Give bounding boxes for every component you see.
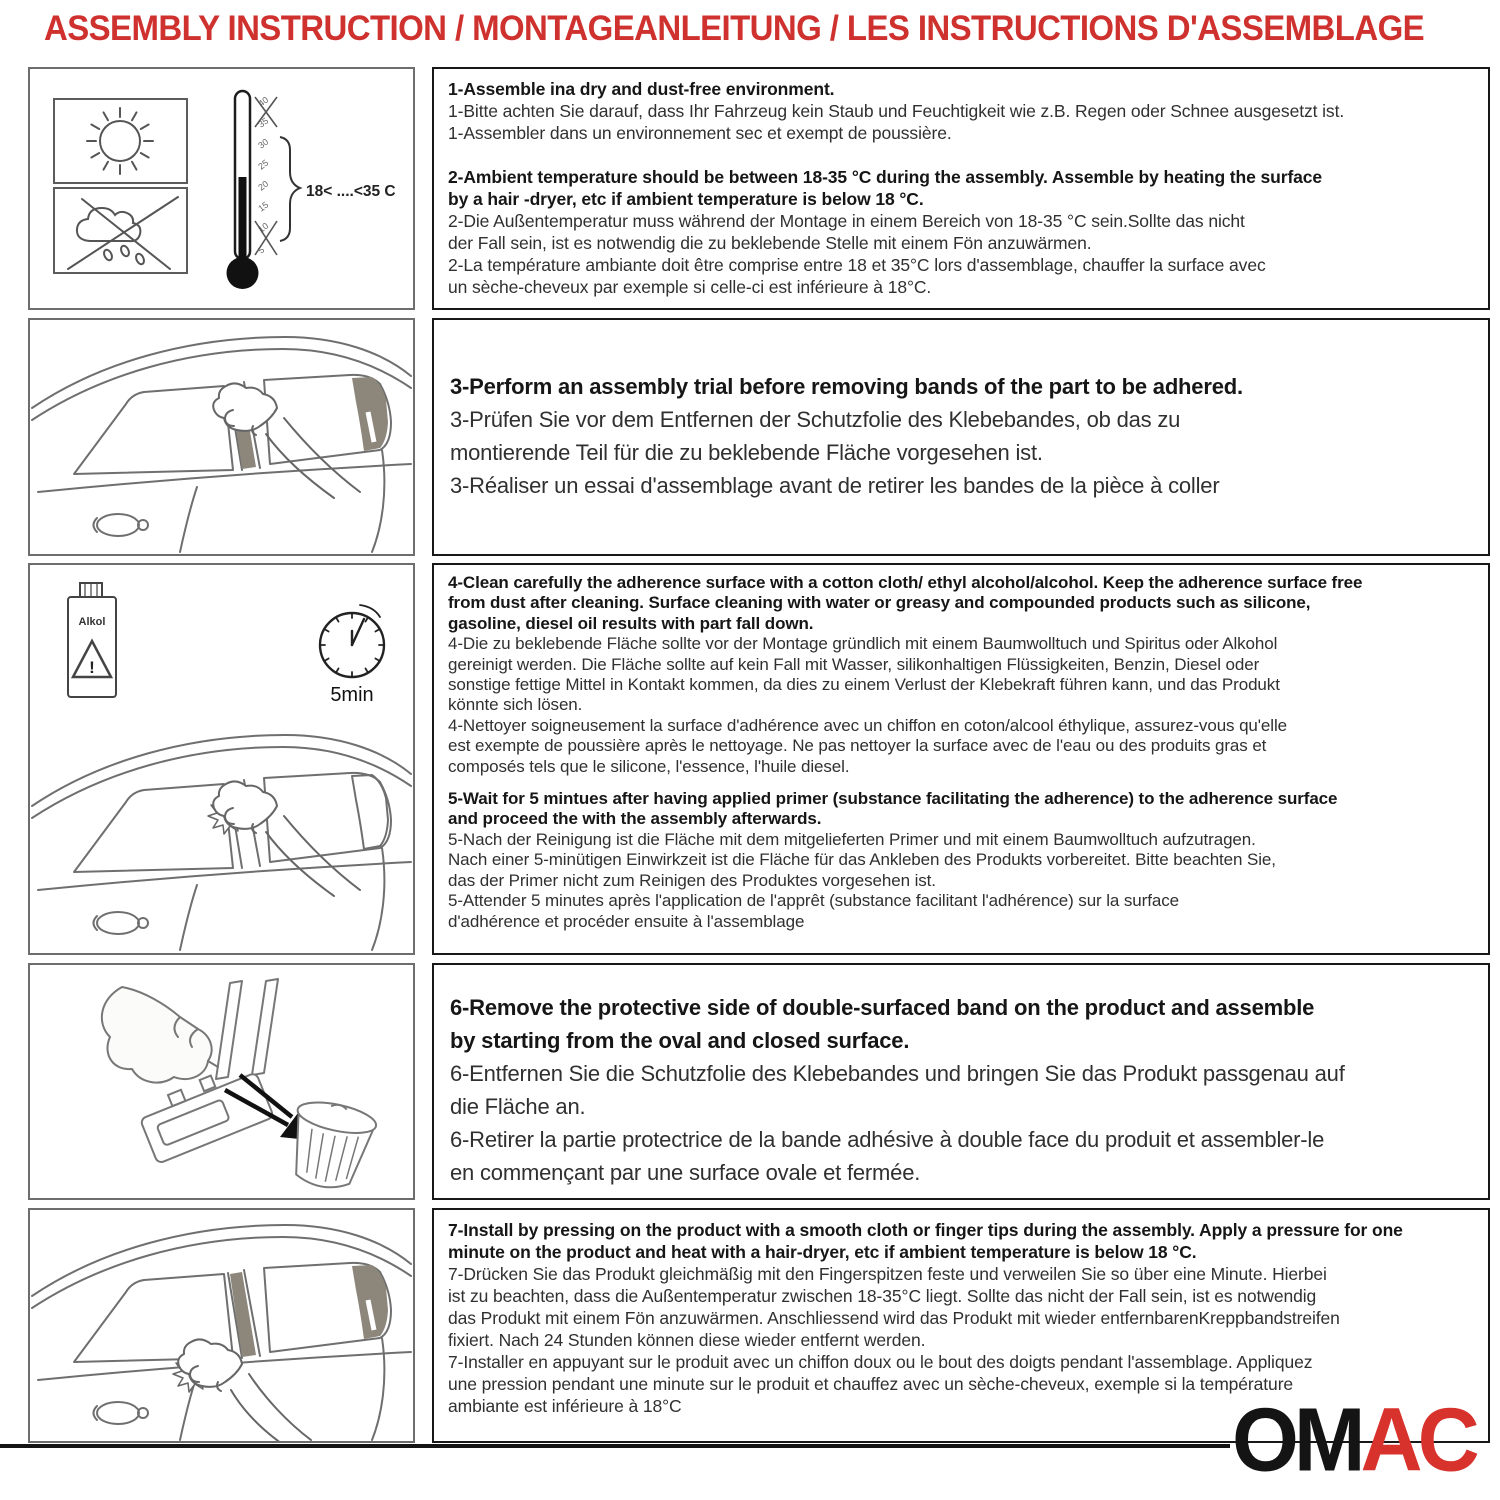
instruction-line: 5-Wait for 5 mintues after having applied primer (substance facilitating the adherence) to the adherence surface xyxy=(448,789,1338,809)
hand-icon xyxy=(213,383,360,498)
protective-strips xyxy=(216,979,278,1079)
temp-range-label: 18< ....<35 C xyxy=(306,183,396,200)
range-brace xyxy=(280,137,300,241)
hand-icon xyxy=(102,987,218,1083)
instruction-line: 4-Nettoyer soigneusement la surface d'adhérence avec un chiffon en coton/alcool éthylique, assurez-vous qu'elle xyxy=(448,715,1287,735)
instruction-line: 5-Attender 5 minutes après l'application de l'apprêt (substance facilitant l'adhérence) sur la surface xyxy=(448,891,1179,911)
instruction-line: 5-Nach der Reinigung ist die Fläche mit dem mitgelieferten Primer und mit einem Baumwolltuch aufzutragen. xyxy=(448,829,1256,849)
tape-removal-illustration xyxy=(30,965,413,1198)
page-title: ASSEMBLY INSTRUCTION / MONTAGEANLEITUNG / LES INSTRUCTIONS D'ASSEMBLAGE xyxy=(44,8,1425,48)
instruction-line: from dust after cleaning. Surface cleaning with water or greasy and compounded products such as silicone, xyxy=(448,593,1311,613)
cleaning-illustration xyxy=(30,565,413,953)
cleaning-illustration-panel xyxy=(28,563,415,955)
instruction-line: 2-Ambient temperature should be between 18-35 °C during the assembly. Assemble by heating the surface xyxy=(448,167,1323,187)
footer-rule xyxy=(0,1444,1230,1448)
instruction-line: 4-Die zu beklebende Fläche sollte vor der Montage gründlich mit einem Baumwolltuch und Spiritus oder Alkohol xyxy=(448,634,1278,654)
instruction-line: 1-Assemble ina dry and dust-free environment. xyxy=(448,79,835,99)
instruction-line: by starting from the oval and closed surface. xyxy=(450,1028,910,1053)
install-illustration-panel xyxy=(28,1208,415,1443)
instruction-line: 1-Assembler dans un environnement sec et exempt de poussière. xyxy=(448,123,952,143)
instruction-line: 4-Clean carefully the adherence surface with a cotton cloth/ ethyl alcohol/alcohol. Keep the adherence surface free xyxy=(448,573,1363,592)
car-outline xyxy=(32,735,411,950)
thermometer-tick: 15 xyxy=(256,199,271,214)
tape-removal-illustration-panel xyxy=(28,963,415,1200)
section-environment-text xyxy=(432,67,1490,310)
instruction-line: gereinigt werden. Die Fläche sollte auf kein Fall mit Wasser, silikonhaltigen Flüssigkeiten, Benzin, Diesel oder xyxy=(448,654,1260,674)
thermometer-tick: 20 xyxy=(256,178,271,193)
logo-black-part: OM xyxy=(1232,1389,1361,1491)
instruction-line: by a hair -dryer, etc if ambient temperature is below 18 °C. xyxy=(448,189,924,209)
section-cleaning-primer-text xyxy=(432,563,1490,955)
instruction-line: Nach einer 5-minütigen Einwirkzeit ist die Fläche für das Ankleben des Produkts vorbereitet. Bitte beachten Sie, xyxy=(448,850,1276,870)
section-trial-text xyxy=(432,318,1490,556)
instruction-line: and proceed the with the assembly afterwards. xyxy=(448,809,822,829)
thermometer-tick: 40 xyxy=(256,94,271,109)
bottle-label: Alkol xyxy=(78,616,106,628)
omac-logo xyxy=(1232,1389,1475,1491)
instruction-line: 1-Bitte achten Sie darauf, dass Ihr Fahrzeug kein Staub und Feuchtigkeit wie z.B. Regen oder Schnee ausgesetzt ist. xyxy=(448,101,1345,121)
instruction-line: könnte sich lösen. xyxy=(448,695,583,715)
environment-illustration-panel xyxy=(28,67,415,310)
instruction-line: das der Primer nicht zum Reinigen des Produktes vorgesehen ist. xyxy=(448,870,936,890)
sun-icon xyxy=(87,108,153,174)
thermometer-tick: 25 xyxy=(256,157,271,172)
thermometer-tick: 10 xyxy=(256,220,271,235)
thermometer-icon xyxy=(227,91,396,289)
car-pillar-trial-illustration xyxy=(30,320,413,554)
instruction-line: montierende Teil für die zu beklebende Fläche vorgesehen ist. xyxy=(450,440,1043,465)
car-outline xyxy=(32,337,411,552)
warning-exclamation-icon: ! xyxy=(89,658,95,677)
car-cleaning-scene xyxy=(32,735,411,950)
instruction-line: ist zu beachten, dass die Außentemperatur zwischen 18-35°C liegt. Sollte das nicht der Fall sein, ist es notwendig xyxy=(448,1286,1317,1306)
thermometer-tick: 35 xyxy=(256,115,271,130)
instruction-line: fixiert. Nach 24 Stunden können diese wieder entfernt werden. xyxy=(448,1330,926,1350)
instruction-line: minute on the product and heat with a hair-dryer, etc if ambient temperature is below 18 °C. xyxy=(448,1242,1197,1262)
instruction-line: 6-Retirer la partie protectrice de la bande adhésive à double face du produit et assembler-le xyxy=(450,1127,1325,1152)
instruction-line: das Produkt mit einem Fön anzuwärmen. Anschliessend wird das Produkt mit wieder entfernbarenKreppbandstreifen xyxy=(448,1308,1340,1328)
instruction-line: d'adhérence et procéder ensuite à l'assemblage xyxy=(448,911,805,931)
instruction-line: un sèche-cheveux par exemple si celle-ci est inférieure à 18°C. xyxy=(448,277,932,297)
instruction-line: composés tels que le silicone, l'essence, l'huile diesel. xyxy=(448,756,850,776)
instruction-line xyxy=(448,144,1474,166)
no-rain-icon xyxy=(68,197,178,269)
instruction-line: 3-Perform an assembly trial before removing bands of the part to be adhered. xyxy=(450,374,1243,399)
logo-red-part: AC xyxy=(1360,1389,1475,1491)
instruction-line: der Fall sein, ist es notwendig die zu beklebende Stelle mit einem Fön anzuwärmen. xyxy=(448,233,1092,253)
trash-can-icon xyxy=(283,1097,379,1195)
instruction-line: 6-Remove the protective side of double-surfaced band on the product and assemble xyxy=(450,995,1315,1020)
instruction-line: une pression pendant une minute sur le produit et chauffez avec un sèche-cheveux, exemple si la température xyxy=(448,1374,1294,1394)
instruction-line xyxy=(448,777,1474,789)
instruction-line: 7-Installer en appuyant sur le produit avec un chiffon doux ou le bout des doigts pendant l'assemblage. Appliquez xyxy=(448,1352,1313,1372)
environment-illustration xyxy=(30,69,413,308)
instruction-line: 2-Die Außentemperatur muss während der Montage in einem Bereich von 18-35 °C sein.Sollte das nicht xyxy=(448,211,1245,231)
instruction-line: 7-Install by pressing on the product with a smooth cloth or finger tips during the assembly. Apply a pressure for one xyxy=(448,1220,1403,1240)
instruction-line: 6-Entfernen Sie die Schutzfolie des Klebebandes und bringen Sie das Produkt passgenau auf xyxy=(450,1061,1345,1086)
clock-icon xyxy=(320,605,384,677)
instruction-line: gasoline, diesel oil results with part fall down. xyxy=(448,613,814,633)
alcohol-bottle-icon xyxy=(68,583,116,697)
instruction-line: est exempte de poussière après le nettoyage. Ne pas nettoyer la surface avec de l'eau ou des produits gras et xyxy=(448,736,1267,756)
instruction-line: die Fläche an. xyxy=(450,1094,586,1119)
thermometer-tick: 30 xyxy=(256,136,271,151)
instruction-line: 3-Réaliser un essai d'assemblage avant de retirer les bandes de la pièce à coller xyxy=(450,473,1220,498)
wait-time-label: 5min xyxy=(330,684,374,706)
instruction-line: sonstige fettige Mittel in Kontakt kommen, da dies zu einem Verlust der Klebekraft führen kann, und das Produkt xyxy=(448,675,1280,695)
thermometer-tick: 5 xyxy=(256,244,267,256)
car-press-illustration xyxy=(30,1210,413,1441)
trial-illustration-panel xyxy=(28,318,415,556)
instruction-line: en commençant par une surface ovale et fermée. xyxy=(450,1160,921,1185)
instruction-line: 3-Prüfen Sie vor dem Entfernen der Schutzfolie des Klebebandes, ob das zu xyxy=(450,407,1181,432)
instruction-line: ambiante est inférieure à 18°C xyxy=(448,1396,682,1416)
instruction-line: 7-Drücken Sie das Produkt gleichmäßig mit den Fingerspitzen feste und verweilen Sie so über eine Minute. Hierbei xyxy=(448,1264,1327,1284)
section-tape-removal-text xyxy=(432,963,1490,1200)
instruction-line: 2-La température ambiante doit être comprise entre 18 et 35°C lors d'assemblage, chauffer la surface avec xyxy=(448,255,1266,275)
car-outline xyxy=(32,1225,411,1440)
